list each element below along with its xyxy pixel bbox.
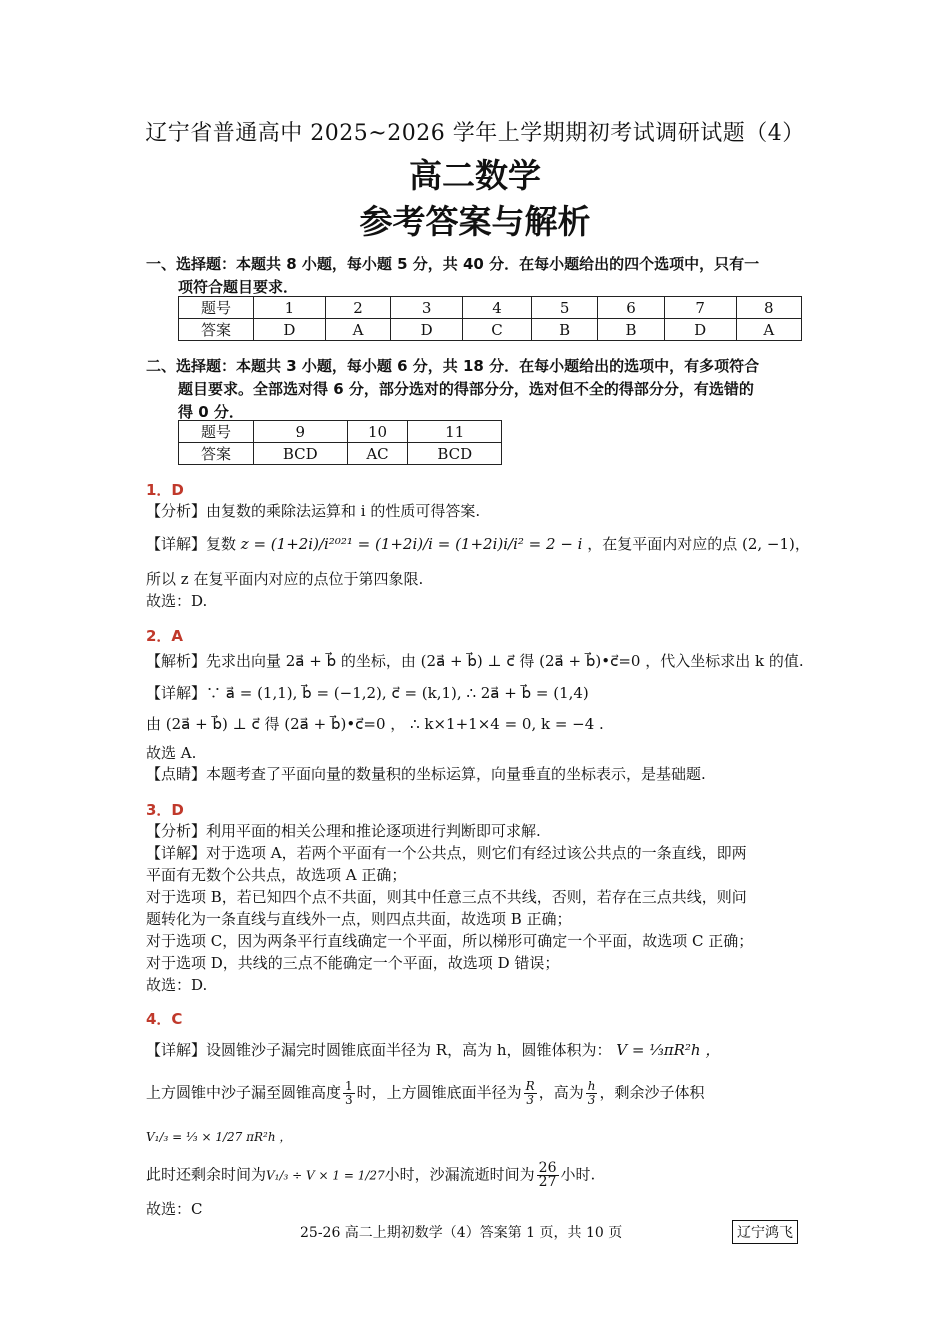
q1-heading: 1．D [146,481,184,499]
table-cell: 2 [325,297,390,319]
table-cell: 4 [463,297,532,319]
q4-line2-part: ，剩余沙子体积 [599,1083,705,1102]
q1-formula: z = (1+2i)/i²⁰²¹ = (1+2i)/i = (1+2i)i/i² = 2 − i [240,535,583,553]
q4-conclusion: 故选：C [146,1200,203,1218]
table-header-cell: 答案 [179,319,254,341]
table-cell: 8 [736,297,801,319]
q4-detail [146,1039,826,1061]
q4-heading: 4．C [146,1010,183,1028]
q4-line2-part: 上方圆锥中沙子漏至圆锥高度 [146,1083,342,1102]
q3-heading: 3．D [146,801,184,819]
table-cell: 1 [254,297,326,319]
fraction-h-over-3: $\frac{h}{3}$ [587,1079,596,1107]
q2-analysis: 【解析】先求出向量 2a⃗ + b⃗ 的坐标，由 (2a⃗ + b⃗) ⊥ c⃗ 得 (2a⃗ + b⃗)•c⃗=0 ，代入坐标求出 k 的值. [146,652,804,670]
table-row [179,297,802,319]
q2-detail: 【详解】∵ a⃗ = (1,1), b⃗ = (−1,2), c⃗ = (k,1), ∴ 2a⃗ + b⃗ = (1,4) [146,684,589,702]
q2-conclusion: 故选 A. [146,744,197,762]
table-cell: 9 [254,421,348,443]
section1-instructions [146,253,816,299]
section1-answer-table [178,296,802,341]
q3-line: 对于选项 C，因为两条平行直线确定一个平面，所以梯形可确定一个平面，故选项 C 正确； [146,932,754,950]
q3-line: 【详解】对于选项 A，若两个平面有一个公共点，则它们有经过该公共点的一条直线，即两 [146,844,747,862]
q1-detail-point: ，在复平面内对应的点 (2, −1)， [587,535,810,553]
q2-heading: 2．A [146,627,184,645]
section2-answer-table [178,420,502,465]
section2-line2: 题目要求。全部选对得 6 分，部分选对的得部分分，选对但不全的得部分分，有选错的 [178,380,754,398]
table-cell: 3 [391,297,463,319]
table-header-cell: 题号 [179,297,254,319]
q4-line2-part: 时，上方圆锥底面半径为 [356,1083,522,1102]
page-footer: 25-26 高二上期初数学（4）答案第 1 页，共 10 页 [300,1225,623,1241]
q3-line: 平面有无数个公共点，故选项 A 正确； [146,866,407,884]
table-row [179,319,802,341]
publisher-stamp: 辽宁鸿飞 [732,1220,798,1244]
fraction-26-over-27: $\frac{26}{27}$ [538,1160,557,1190]
fraction-one-third: $\frac{1}{3}$ [345,1079,353,1107]
section1-line1: 一、选择题：本题共 8 小题，每小题 5 分，共 40 分．在每小题给出的四个选项中，只有一 [146,255,760,273]
table-cell: 6 [598,297,664,319]
q1-detail [146,533,826,555]
section1-line2: 项符合题目要求． [178,278,299,296]
time-ratio-formula: V₁/₃ ÷ V × 1 = 1/27 [266,1168,385,1183]
q3-line: 对于选项 B，若已知四个点不共面，则其中任意三点不共线，否则，若存在三点共线，则问 [146,888,747,906]
table-row [179,443,502,465]
q3-analysis: 【分析】利用平面的相关公理和推论逐项进行判断即可求解. [146,822,541,840]
table-header-cell: 答案 [179,443,254,465]
q4-line4-part: 小时，沙漏流逝时间为 [384,1165,535,1184]
table-header-cell: 题号 [179,421,254,443]
table-cell: A [736,319,801,341]
q1-line3: 所以 z 在复平面内对应的点位于第四象限. [146,570,424,588]
q1-detail-label: 【详解】复数 [146,535,237,553]
q4-volume-formula: V = ⅓πR²h ， [616,1041,721,1059]
q4-line4 [146,1162,826,1189]
table-row [179,421,502,443]
table-cell: 11 [408,421,502,443]
q4-line4-part: 小时. [560,1165,596,1184]
table-cell: B [598,319,664,341]
table-cell: BCD [254,443,348,465]
table-cell: C [463,319,532,341]
q3-line: 题转化为一条直线与直线外一点，则四点共面，故选项 B 正确； [146,910,572,928]
q4-remaining-volume: V₁/₃ = ⅓ × 1/27 πR²h ， [146,1130,292,1144]
q1-analysis: 【分析】由复数的乘除法运算和 i 的性质可得答案. [146,502,481,520]
table-cell: 5 [531,297,597,319]
section2-instructions [146,355,816,424]
q2-comment: 【点睛】本题考查了平面向量的数量积的坐标运算，向量垂直的坐标表示，是基础题. [146,765,706,783]
table-cell: D [254,319,326,341]
section2-line1: 二、选择题：本题共 3 小题，每小题 6 分，共 18 分．在每小题给出的选项中，有多项符合 [146,357,760,375]
q1-conclusion: 故选：D. [146,592,208,610]
section2-line3: 得 0 分． [178,403,244,421]
q3-conclusion: 故选：D. [146,976,208,994]
q4-detail-text: 【详解】设圆锥沙子漏完时圆锥底面半径为 R，高为 h，圆锥体积为： [146,1041,612,1059]
exam-title: 辽宁省普通高中 2025~2026 学年上学期期初考试调研试题（4） [145,121,805,146]
document-title: 参考答案与解析 [359,202,591,241]
table-cell: A [325,319,390,341]
subject-title: 高二数学 [409,156,541,195]
fraction-r-over-3: $\frac{R}{3}$ [525,1079,535,1107]
table-cell: 10 [347,421,408,443]
q2-line3: 由 (2a⃗ + b⃗) ⊥ c⃗ 得 (2a⃗ + b⃗)•c⃗=0 ， ∴ k×1+1×4 = 0, k = −4 . [146,715,604,733]
table-cell: BCD [408,443,502,465]
table-cell: B [531,319,597,341]
q4-line2-part: ，高为 [538,1083,584,1102]
table-cell: AC [347,443,408,465]
table-cell: D [391,319,463,341]
table-cell: 7 [664,297,736,319]
table-cell: D [664,319,736,341]
q4-line2 [146,1080,826,1107]
q3-line: 对于选项 D，共线的三点不能确定一个平面，故选项 D 错误； [146,954,560,972]
q4-line4-part: 此时还剩余时间为 [146,1165,267,1184]
